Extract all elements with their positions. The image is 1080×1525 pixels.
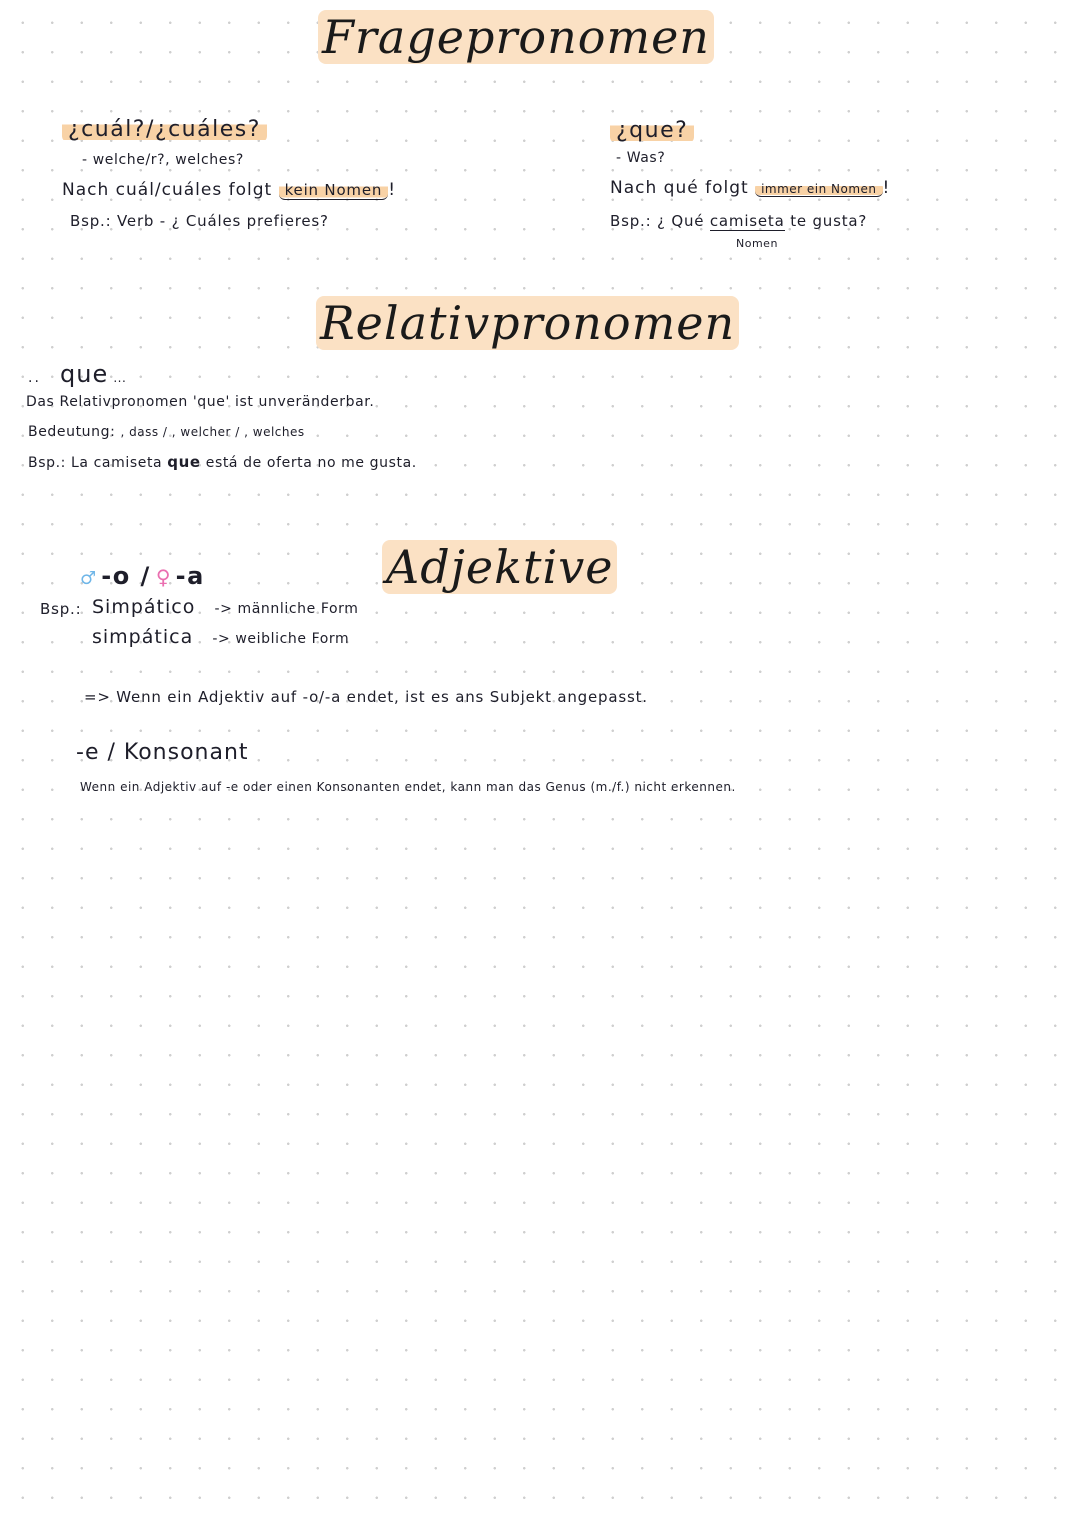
- heading-relativpronomen: Relativpronomen: [316, 296, 739, 350]
- que-rule: Nach qué folgt immer ein Nomen !: [610, 178, 891, 198]
- gender-endings: ♂ -o / ♀ -a: [80, 562, 205, 590]
- que-meaning: - Was?: [616, 150, 666, 166]
- relativ-statement: Das Relativpronomen 'que' ist unveränderbar.: [26, 394, 375, 410]
- adj-subrule: Wenn ein Adjektiv auf -e oder einen Konsonanten endet, kann man das Genus (m./f.) nicht erkennen.: [80, 780, 736, 794]
- relativ-example: Bsp.: La camiseta que está de oferta no me gusta.: [28, 453, 417, 471]
- adj-example-male: Simpático -> männliche Form: [92, 596, 359, 618]
- noun-note: Nomen: [736, 237, 778, 250]
- cual-header: ¿cuál?/¿cuáles?: [62, 117, 267, 142]
- heading-adjektive: Adjektive: [382, 540, 617, 594]
- cual-rule: Nach cuál/cuáles folgt kein Nomen !: [62, 180, 397, 200]
- relativ-meaning: Bedeutung: , dass / , welcher / , welches: [28, 424, 305, 440]
- male-icon: ♂: [80, 568, 97, 589]
- que-example-noun: camiseta: [709, 212, 785, 230]
- que-header: ¿que?: [610, 118, 694, 143]
- heading-fragepronomen: Fragepronomen: [318, 10, 714, 64]
- adj-subheader: -e / Konsonant: [76, 740, 249, 765]
- cual-rule-highlight: kein Nomen: [279, 181, 389, 200]
- adj-example-female: simpática -> weibliche Form: [92, 626, 350, 648]
- adj-conclusion: => Wenn ein Adjektiv auf -o/-a endet, ist es ans Subjekt angepasst.: [84, 688, 648, 706]
- adj-bsp-label: Bsp.:: [40, 600, 82, 618]
- cual-meaning: - welche/r?, welches?: [82, 152, 244, 168]
- que-rule-highlight: immer ein Nomen: [755, 182, 882, 197]
- cual-example: Bsp.: Verb - ¿ Cuáles prefieres?: [70, 212, 329, 230]
- relativ-word: .. que ...: [28, 360, 127, 388]
- que-example: Bsp.: ¿ Qué camiseta te gusta?: [610, 212, 868, 230]
- female-icon: ♀: [155, 565, 171, 589]
